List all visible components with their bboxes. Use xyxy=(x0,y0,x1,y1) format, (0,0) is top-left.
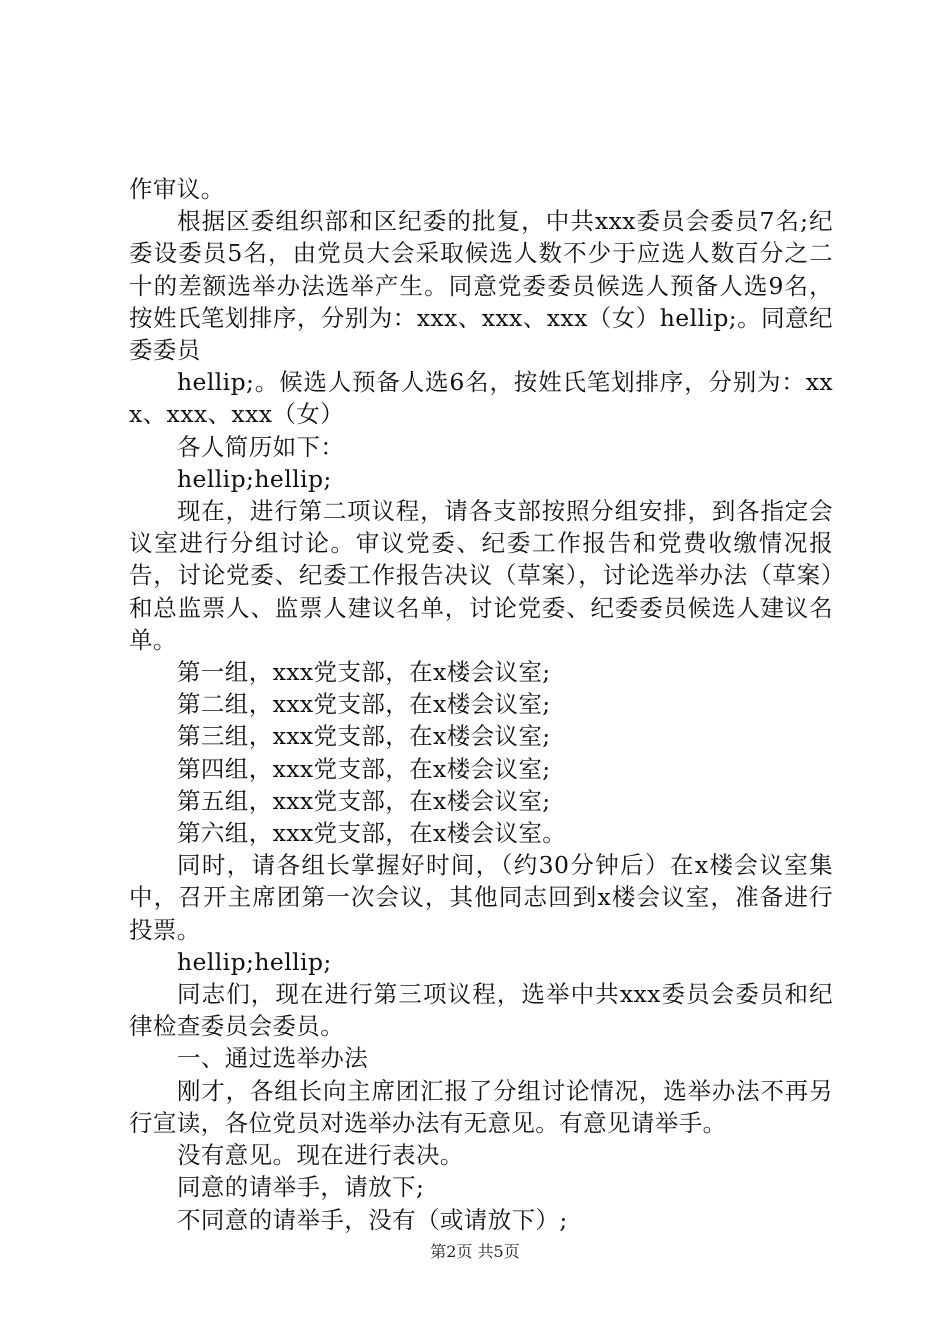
paragraph: 不同意的请举手，没有（或请放下）; xyxy=(177,1205,568,1234)
paragraph: 现在，进行第二项议程，请各支部按照分组安排，到各指定会议室进行分组讨论。审议党委、纪委工作报告和党费收缴情况报告，讨论党委、纪委工作报告决议（草案），讨论选举办法（草案）和总监票人、监票人建议名单，讨论党委、纪委委员候选人建议名单。 xyxy=(129,497,833,654)
paragraph: 同时，请各组长掌握好时间，（约30分钟后）在x楼会议室集中，召开主席团第一次会议，其他同志回到x楼会议室，准备进行投票。 xyxy=(129,851,833,944)
page-footer: 第2页 共5页 xyxy=(430,1242,520,1261)
section-heading: 一、通过选举办法 xyxy=(177,1044,369,1073)
paragraph: hellip;hellip; xyxy=(177,947,332,976)
document-body xyxy=(129,173,833,1236)
paragraph: 根据区委组织部和区纪委的批复，中共xxx委员会委员7名;纪委设委员5名，由党员大会采取候选人数不少于应选人数百分之二十的差额选举办法选举产生。同意党委委员候选人预备人选9名，按姓氏笔划排序，分别为：xxx、xxx、xxx（女）hellip;。同意纪委委员 xyxy=(129,207,833,365)
paragraph: 刚才，各组长向主席团汇报了分组讨论情况，选举办法不再另行宣读，各位党员对选举办法有无意见。有意见请举手。 xyxy=(129,1076,833,1137)
group-list-item: 第三组，xxx党支部，在x楼会议室; xyxy=(177,722,551,751)
paragraph: 作审议。 xyxy=(129,175,225,203)
group-list-item: 第四组，xxx党支部，在x楼会议室; xyxy=(177,754,551,783)
paragraph: 同意的请举手，请放下; xyxy=(177,1173,425,1202)
paragraph: 各人简历如下： xyxy=(177,432,345,461)
group-list-item: 第二组，xxx党支部，在x楼会议室; xyxy=(177,690,551,719)
paragraph: hellip;hellip; xyxy=(177,464,332,493)
group-list-item: 第六组，xxx党支部，在x楼会议室。 xyxy=(177,819,567,848)
group-list-item: 第一组，xxx党支部，在x楼会议室; xyxy=(177,658,551,687)
paragraph: 没有意见。现在进行表决。 xyxy=(177,1141,464,1170)
paragraph: 同志们，现在进行第三项议程，选举中共xxx委员会委员和纪律检查委员会委员。 xyxy=(129,980,833,1041)
group-list-item: 第五组，xxx党支部，在x楼会议室; xyxy=(177,786,551,815)
paragraph: hellip;。候选人预备人选6名，按姓氏笔划排序，分别为：xxx、xxx、xxx（女） xyxy=(129,368,833,429)
